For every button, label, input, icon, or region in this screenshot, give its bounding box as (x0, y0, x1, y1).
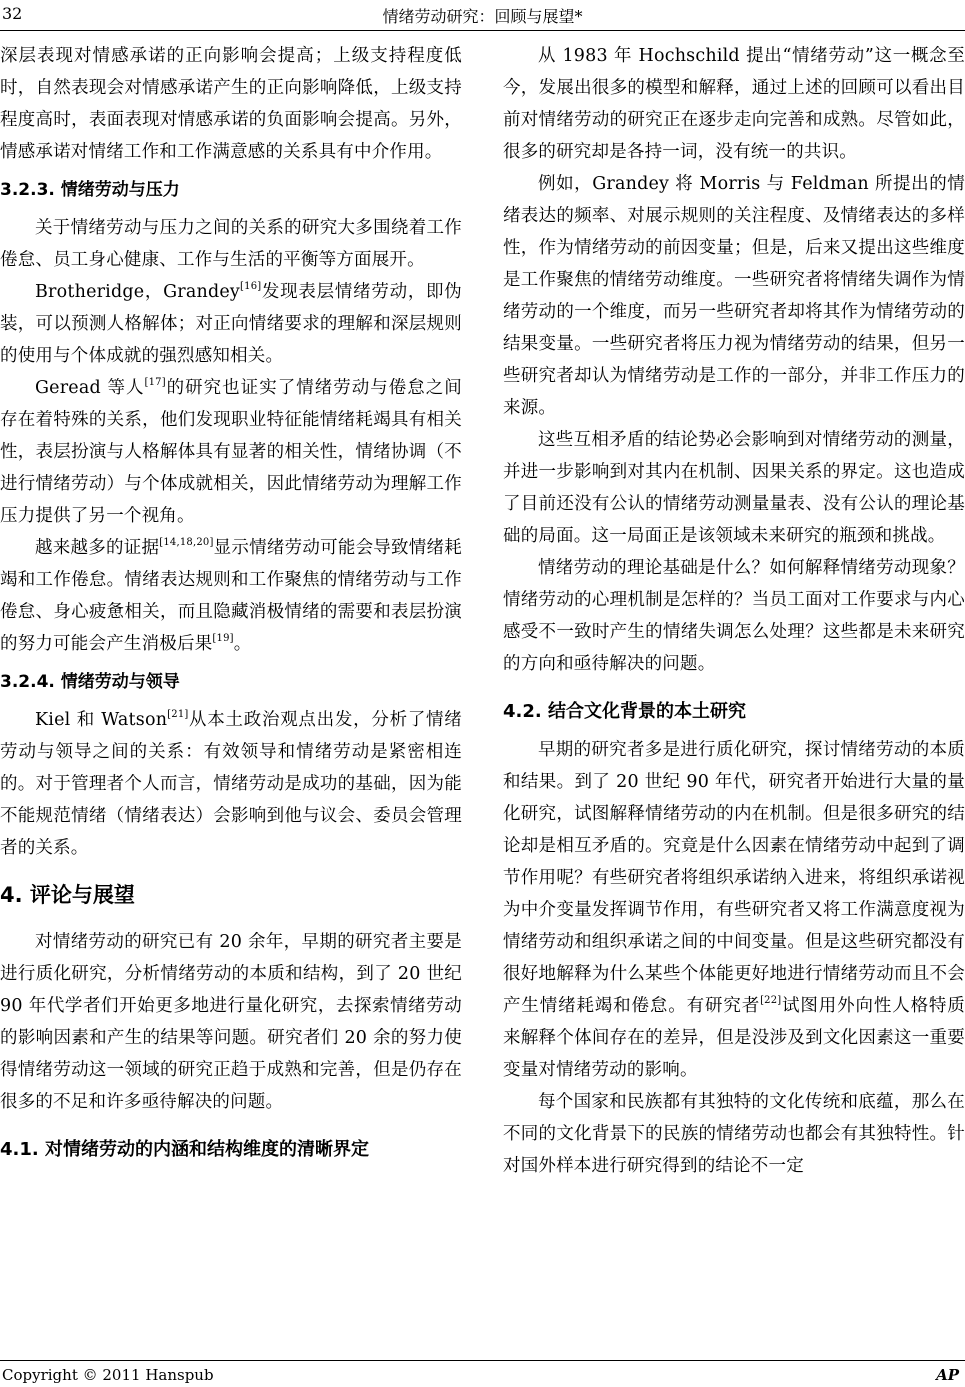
page-number: 32 (2, 4, 23, 23)
paragraph (0, 372, 462, 532)
paragraph (503, 734, 965, 1086)
paragraph (0, 532, 462, 660)
paragraph: 关于情绪劳动与压力之间的关系的研究大多围绕着工作倦怠、员工身心健康、工作与生活的平衡等方面展开。 (0, 218, 462, 270)
copyright-notice: Copyright © 2011 Hanspub (2, 1366, 214, 1384)
paragraph-text: 显示情绪劳动可能会导致情绪耗竭和工作倦怠。情绪表达规则和工作聚焦的情绪劳动与工作倦怠、身心疲惫相关，而且隐藏消极情绪的需要和表层扮演的努力可能会产生消极后果 (0, 538, 462, 654)
citation-ref: [19] (212, 633, 234, 644)
paragraph-text: 试图用外向性人格特质来解释个体间存在的差异，但是没涉及到文化因素这一重要变量对情绪劳动的影响。 (503, 996, 965, 1080)
section-heading-4-1: 4.1. 对情绪劳动的内涵和结构维度的清晰界定 (0, 1139, 369, 1160)
citation-ref: [22] (760, 995, 782, 1006)
paragraph: 从 1983 年 Hochschild 提出“情绪劳动”这一概念至今，发展出很多的模型和解释，通过上述的回顾可以看出目前对情绪劳动的研究正在逐步走向完善和成熟。尽管如此，很多的研究却是各持一词，没有统一的共识。 (503, 46, 965, 162)
running-title: 情绪劳动研究：回顾与展望* (382, 7, 583, 26)
section-heading-3-2-4: 3.2.4. 情绪劳动与领导 (0, 672, 180, 692)
paragraph-text: 发现表层情绪劳动，即伪装，可以预测人格解体；对正向情绪要求的理解和深层规则的使用与个体成就的强烈感知相关。 (0, 282, 462, 366)
paragraph-text: Geread 等人 (35, 378, 145, 398)
paragraph-text: 的研究也证实了情绪劳动与倦怠之间存在着特殊的关系，他们发现职业特征能情绪耗竭具有相关性，表层扮演与人格解体具有显著的相关性，情绪协调（不进行情绪劳动）与个体成就相关，因此情绪劳动为理解工作压力提供了另一个视角。 (0, 378, 463, 526)
paragraph: 深层表现对情感承诺的正向影响会提高；上级支持程度低时，自然表现会对情感承诺产生的正向影响降低，上级支持程度高时，表面表现对情感承诺的负面影响会提高。另外，情感承诺对情绪工作和工作满意感的关系具有中介作用。 (0, 46, 462, 162)
paragraph (0, 704, 462, 864)
citation-ref: [21] (167, 709, 189, 720)
paragraph: 情绪劳动的理论基础是什么？如何解释情绪劳动现象？情绪劳动的心理机制是怎样的？当员工面对工作要求与内心感受不一致时产生的情绪失调怎么处理？这些都是未来研究的方向和亟待解决的问题。 (503, 558, 965, 674)
citation-ref: [14,18,20] (159, 537, 214, 548)
page-header (0, 0, 965, 31)
page-footer (0, 1360, 965, 1387)
paragraph: 这些互相矛盾的结论势必会影响到对情绪劳动的测量，并进一步影响到对其内在机制、因果关系的界定。这也造成了目前还没有公认的情绪劳动测量量表、没有公认的理论基础的局面。这一局面正是该领域未来研究的瓶颈和挑战。 (503, 430, 965, 546)
paragraph: 对情绪劳动的研究已有 20 余年，早期的研究者主要是进行质化研究，分析情绪劳动的本质和结构，到了 20 世纪 90 年代学者们开始更多地进行量化研究，去探索情绪劳动的影响因素和产生的结果等问题。研究者们 20 余的努力使得情绪劳动这一领域的研究正趋于成熟和完善，但是仍存在很多的不足和许多亟待解决的问题。 (0, 932, 462, 1112)
paragraph (0, 276, 462, 372)
paragraph-text: Kiel 和 Watson (35, 710, 168, 730)
paragraph: 每个国家和民族都有其独特的文化传统和底蕴，那么在不同的文化背景下的民族的情绪劳动也都会有其独特性。针对国外样本进行研究得到的结论不一定 (503, 1092, 965, 1176)
left-column (0, 40, 462, 1172)
journal-abbrev: AP (936, 1366, 959, 1384)
paragraph: 例如，Grandey 将 Morris 与 Feldman 所提出的情绪表达的频率、对展示规则的关注程度、及情绪表达的多样性，作为情绪劳动的前因变量；但是，后来又提出这些维度是工作聚焦的情绪劳动维度。一些研究者将情绪失调作为情绪劳动的一个维度，而另一些研究者却将其作为情绪劳动的结果变量。一些研究者将压力视为情绪劳动的结果，但另一些研究者却认为情绪劳动是工作的一部分，并非工作压力的来源。 (503, 174, 965, 418)
citation-ref: [17] (144, 377, 166, 388)
paragraph-text: 从本土政治观点出发，分析了情绪劳动与领导之间的关系：有效领导和情绪劳动是紧密相连的。对于管理者个人而言，情绪劳动是成功的基础，因为能不能规范情绪（情绪表达）会影响到他与议会、委员会管理者的关系。 (0, 710, 462, 858)
paragraph-text: Brotheridge，Grandey (35, 282, 241, 302)
section-heading-4: 4. 评论与展望 (0, 883, 135, 907)
paragraph-text: 。 (233, 634, 252, 654)
paragraph-text: 早期的研究者多是进行质化研究，探讨情绪劳动的本质和结果。到了 20 世纪 90 年代，研究者开始进行大量的量化研究，试图解释情绪劳动的内在机制。但是很多研究的结论却是相互矛盾的。究竟是什么因素在情绪劳动中起到了调节作用呢？有些研究者将组织承诺纳入进来，将组织承诺视为中介变量发挥调节作用，有些研究者又将工作满意度视为情绪劳动和组织承诺之间的中间变量。但是这些研究都没有很好地解释为什么某些个体能更好地进行情绪劳动而且不会产生情绪耗竭和倦怠。有研究者 (503, 740, 965, 1016)
right-column (503, 40, 965, 1182)
section-heading-3-2-3: 3.2.3. 情绪劳动与压力 (0, 180, 180, 200)
paragraph-text: 越来越多的证据 (35, 538, 160, 558)
section-heading-4-2: 4.2. 结合文化背景的本土研究 (503, 701, 746, 722)
citation-ref: [16] (240, 281, 262, 292)
